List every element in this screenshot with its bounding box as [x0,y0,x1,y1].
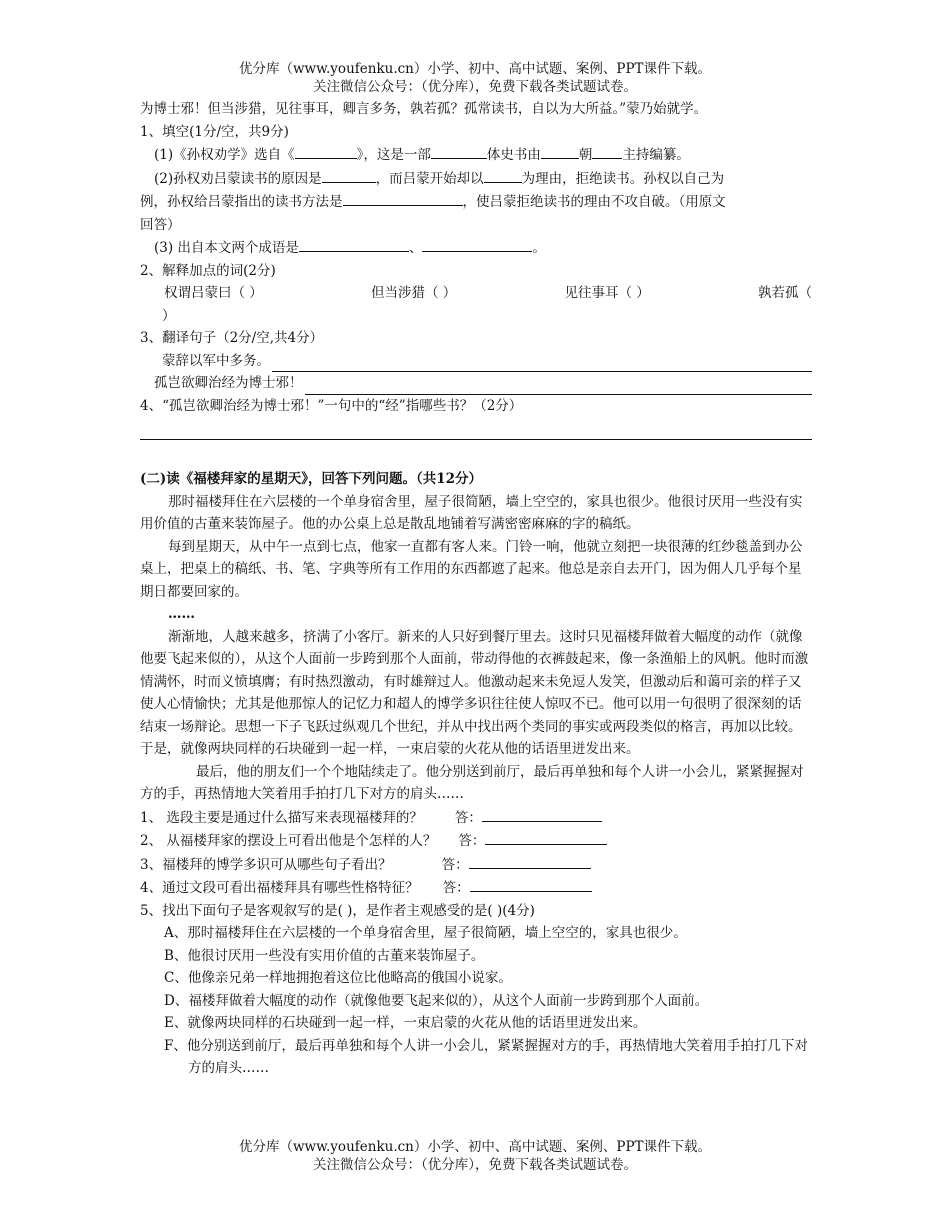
blank[interactable] [343,190,463,206]
passage-p3: 渐渐地，人越来越多，挤满了小客厅。新来的人只好到餐厅里去。这时只见福楼拜做着大幅度的动作（就像他要飞起来似的），从这个人面前一步跨到那个人面前，带动得他的衣裤鼓起来，像一条渔船上的风帆。他时而激情满怀，时而义愤填膺；有时热烈激动，有时雄辩过人。他激动起来未免逗人发笑，但激动后和蔼可亲的样子又使人心情愉快；尤其是他那惊人的记忆力和超人的博学多识往往使人惊叹不已。他可以用一句很明了很深刻的话结束一场辩论。思想一下子飞跃过纵观几个世纪，并从中找出两个类同的事实或两段类似的格言，再加以比较。于是，就像两块同样的石块碰到一起一样，一束启蒙的火花从他的话语里迸发出来。 [140,628,809,757]
q1-1: (1)《孙权劝学》选自《 》，这是一部 体史书由 朝 主持编纂。 [140,143,812,167]
answer-line[interactable] [272,355,812,372]
header-line-1: 优分库（www.youfenku.cn）小学、初中、高中试题、案例、PPT课件下载。 [238,61,712,77]
document-body [140,98,812,1080]
blank[interactable] [484,167,522,183]
q2-word-3[interactable]: 见往事耳（ ） [564,285,650,301]
p2-q5: 5、找出下面句子是客观叙写的是( )，是作者主观感受的是( )(4分) [140,902,535,919]
q2-words [140,282,812,305]
q2-word-1[interactable]: 权谓吕蒙曰（ ） [164,285,263,301]
q3-sentence-2: 孤岂欲卿治经为博士邪！ [140,372,812,395]
q1-2: (2)孙权劝吕蒙读书的原因是 ，而吕蒙开始却以 为理由，拒绝读书。孙权以自己为 [140,167,812,191]
option-f: F、他分别送到前厅，最后再单独和每个人讲一小会儿，紧紧握握对方的手，再热情地大笑着用手拍打几下对方的肩头…… [164,1037,808,1076]
blank[interactable] [299,236,409,252]
option-e: E、就像两块同样的石块碰到一起一样，一束启蒙的火花从他的话语里迸发出来。 [164,1015,647,1031]
part2-title: (二)读《福楼拜家的星期天》，回答下列问题。（共12分） [140,471,483,487]
blank[interactable] [322,167,376,183]
blank[interactable] [592,143,622,159]
option-a: A、那时福楼拜住在六层楼的一个单身宿舍里，屋子很简陋，墙上空空的，家具也很少。 [164,925,687,941]
passage-p1: 那时福楼拜住在六层楼的一个单身宿舍里，屋子很简陋，墙上空空的，家具也很少。他很讨厌用一些没有实用价值的古董来装饰屋子。他的办公桌上总是散乱地铺着写满密密麻麻的字的稿纸。 [140,493,803,532]
answer-line[interactable] [305,378,813,395]
q1-title: 1、填空(1分/空，共9分) [140,123,289,140]
p2-q3: 3、福楼拜的博学多识可从哪些句子看出？ 答： [140,853,812,877]
answer-line[interactable] [140,417,812,440]
answer-blank[interactable] [485,829,607,845]
blank[interactable] [422,236,532,252]
q1-2-cont2: 回答） [140,216,181,233]
passage-p2: 每到星期天，从中午一点到七点，他家一直都有客人来。门铃一响，他就立刻把一块很薄的红纱毯盖到办公桌上，把桌上的稿纸、书、笔、字典等所有工作用的东西都遮了起来。他总是亲自去开门，因为佣人几乎每个星期日都要回家的。 [140,538,803,600]
blank[interactable] [541,143,579,159]
passage-ellipsis: …… [168,606,195,622]
q2-title: 2、解释加点的词(2分) [140,262,276,279]
q1-2-cont: 例，孙权给吕蒙指出的读书方法是 ，使吕蒙拒绝读书的理由不攻自破。（用原文 [140,190,812,214]
q3-sentence-1: 蒙辞以军中多务。 [140,350,812,373]
option-c: C、他像亲兄弟一样地拥抱着这位比他略高的俄国小说家。 [164,970,512,986]
blank[interactable] [295,143,357,159]
p2-q4: 4、通过文段可看出福楼拜具有哪些性格特征？ 答： [140,876,812,900]
q1-3: (3) 出自本文两个成语是 、 。 [140,236,812,260]
q2-word-4[interactable]: 孰若孤（ [758,285,812,301]
answer-blank[interactable] [482,806,602,822]
q3-title: 3、翻译句子（2分/空,共4分） [140,330,324,346]
footer-line-2: 关注微信公众号：（优分库），免费下载各类试题试卷。 [313,1157,637,1173]
p2-q1: 1、 选段主要是通过什么描写来表现福楼拜的？ 答： [140,806,812,830]
q2-close: ） [162,307,176,324]
passage-end: 为博士邪！但当涉猎，见往事耳，卿言多务，孰若孤？孤常读书，自以为大所益。”蒙乃始就学。 [140,101,708,117]
page-footer [0,1138,950,1174]
spacer [140,440,812,468]
option-d: D、福楼拜做着大幅度的动作（就像他要飞起来似的），从这个人面前一步跨到那个人面前。 [164,992,709,1009]
q4: 4、“孤岂欲卿治经为博士邪！”一句中的“经”指哪些书？（2分） [140,397,523,414]
page-header [0,60,950,96]
option-b: B、他很讨厌用一些没有实用价值的古董来装饰屋子。 [164,947,485,964]
p2-q2: 2、 从福楼拜家的摆设上可看出他是个怎样的人？ 答： [140,829,812,853]
footer-line-1: 优分库（www.youfenku.cn）小学、初中、高中试题、案例、PPT课件下载。 [238,1139,712,1155]
passage-p4: 最后，他的朋友们一个个地陆续走了。他分别送到前厅，最后再单独和每个人讲一小会儿，紧紧握握对方的手，再热情地大笑着用手拍打几下对方的肩头…… [140,763,804,802]
q2-word-2[interactable]: 但当涉猎（ ） [371,285,457,301]
header-line-2: 关注微信公众号：（优分库），免费下载各类试题试卷。 [313,79,637,95]
answer-blank[interactable] [469,853,591,869]
blank[interactable] [431,143,487,159]
answer-blank[interactable] [470,876,592,892]
